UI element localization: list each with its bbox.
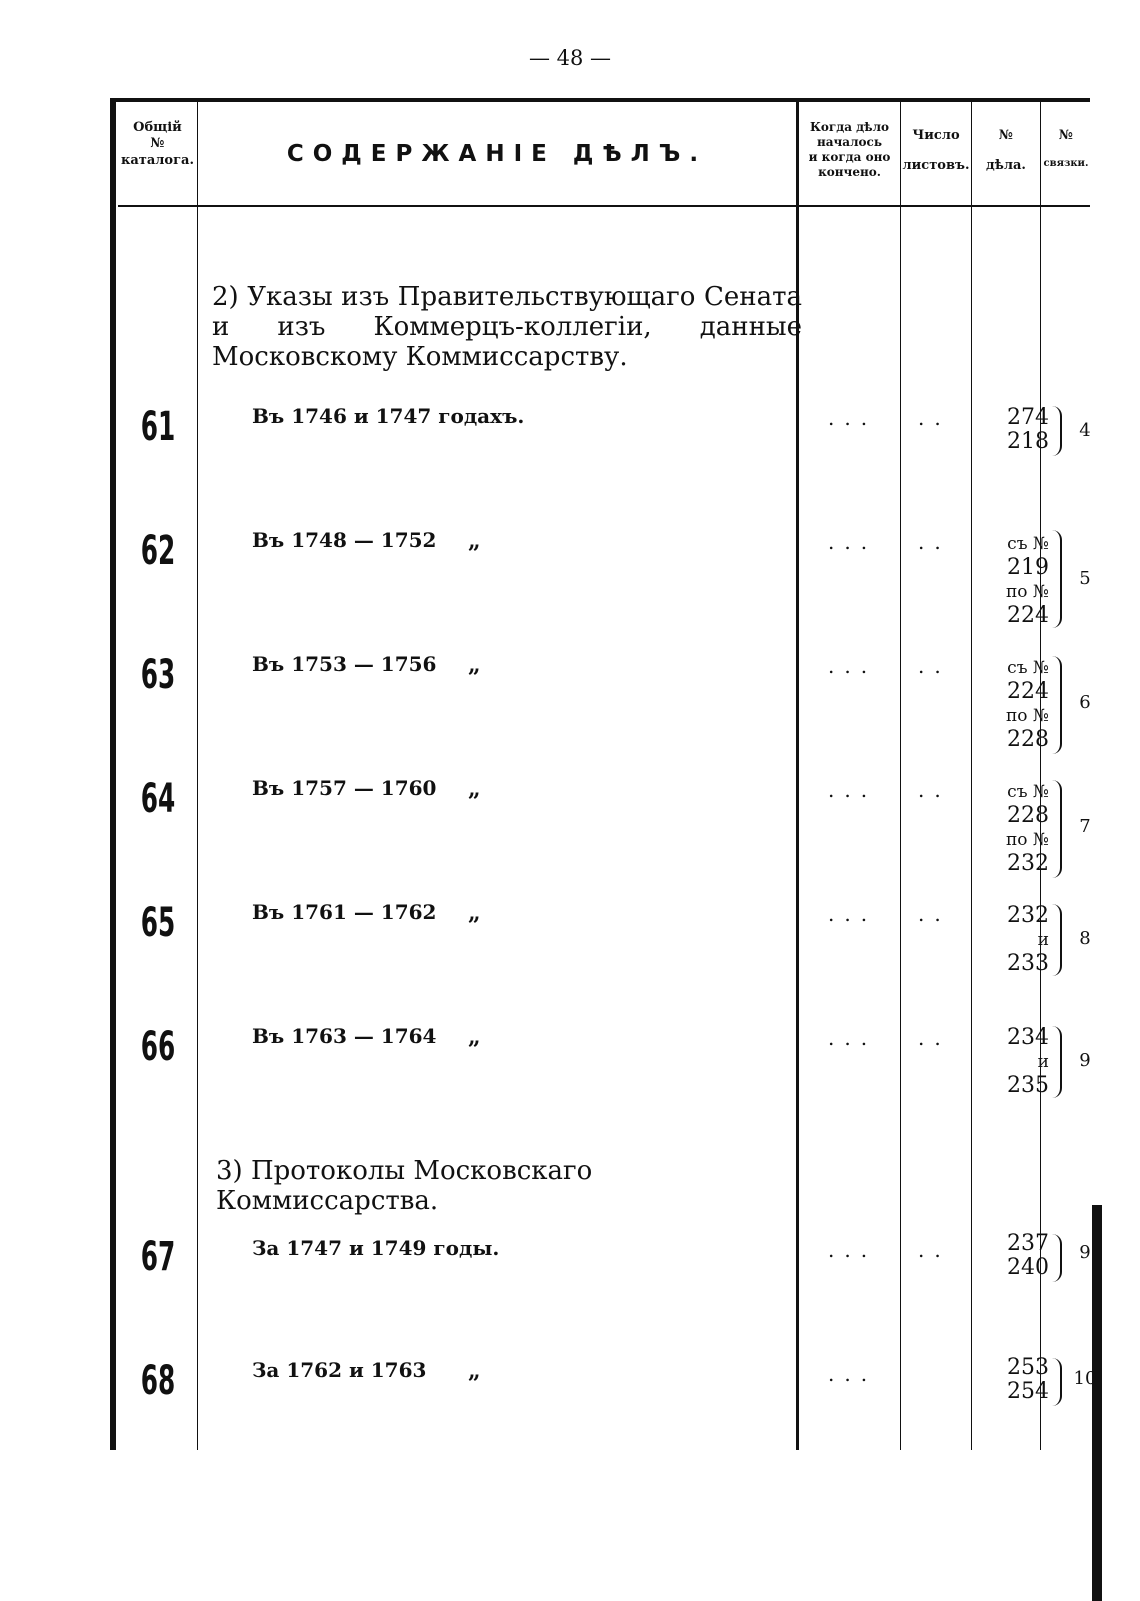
case-numbers: съ № 219 по № 224 bbox=[1005, 534, 1049, 628]
bundle-number: 10 bbox=[1073, 1368, 1097, 1389]
dates-dots: ... bbox=[828, 902, 878, 926]
catalog-number: 62 bbox=[140, 528, 176, 574]
entry-period: За 1747 и 1749 годы. bbox=[252, 1236, 500, 1260]
col-rule-dates bbox=[900, 102, 901, 1450]
bundle-number: 9 bbox=[1079, 1050, 1091, 1071]
section-3-title: 3) Протоколы Московскаго Коммиссарства. bbox=[216, 1156, 593, 1216]
dates-dots: ... bbox=[828, 1362, 878, 1386]
ditto-mark: „ bbox=[468, 1358, 481, 1384]
sheets-dots: .. bbox=[918, 530, 951, 554]
entry-period: Въ 1753 — 1756 bbox=[252, 652, 437, 676]
case-brace bbox=[1052, 530, 1062, 628]
sheets-dots: .. bbox=[918, 1026, 951, 1050]
header-bundle-no: № связки. bbox=[1043, 128, 1089, 170]
catalog-number: 64 bbox=[140, 776, 176, 822]
entry-period: Въ 1761 — 1762 bbox=[252, 900, 437, 924]
bundle-number: 9 bbox=[1079, 1242, 1091, 1263]
bundle-number: 5 bbox=[1079, 568, 1091, 589]
header-sheets: Число листовъ. bbox=[902, 128, 970, 174]
case-brace bbox=[1052, 780, 1062, 878]
dates-dots: ... bbox=[828, 654, 878, 678]
ditto-mark: „ bbox=[468, 900, 481, 926]
bundle-number: 4 bbox=[1079, 420, 1091, 441]
case-brace bbox=[1052, 1234, 1062, 1282]
catalog-number: 61 bbox=[140, 404, 176, 450]
case-brace bbox=[1052, 406, 1062, 456]
entry-period: За 1762 и 1763 bbox=[252, 1358, 427, 1382]
col-rule-sheets bbox=[971, 102, 972, 1450]
ditto-mark: „ bbox=[468, 776, 481, 802]
header-case-no: № дѣла. bbox=[986, 128, 1026, 174]
case-numbers: съ № 228 по № 232 bbox=[1005, 782, 1049, 876]
bundle-number: 8 bbox=[1079, 928, 1091, 949]
header-dates: Когда дѣло началось и когда оно кончено. bbox=[808, 120, 891, 179]
entry-period: Въ 1757 — 1760 bbox=[252, 776, 437, 800]
case-brace bbox=[1052, 904, 1062, 976]
sheets-dots: .. bbox=[918, 1238, 951, 1262]
case-numbers: 253 254 bbox=[1007, 1355, 1049, 1404]
entry-period: Въ 1746 и 1747 годахъ. bbox=[252, 404, 525, 428]
section-2-title: 2) Указы изъ Правительствующаго Сената и изъ Коммерцъ-коллегіи, данные Московскому Коммиссарству. bbox=[212, 282, 802, 372]
ditto-mark: „ bbox=[468, 652, 481, 678]
page-number: — 48 — bbox=[528, 46, 612, 70]
sheets-dots: .. bbox=[918, 406, 951, 430]
catalog-number: 66 bbox=[140, 1024, 176, 1070]
dates-dots: ... bbox=[828, 1026, 878, 1050]
table-left-rule bbox=[110, 98, 116, 1450]
catalog-number: 68 bbox=[140, 1358, 176, 1404]
bundle-number: 7 bbox=[1079, 816, 1091, 837]
entry-period: Въ 1763 — 1764 bbox=[252, 1024, 437, 1048]
dates-dots: ... bbox=[828, 778, 878, 802]
dates-dots: ... bbox=[828, 530, 878, 554]
ditto-mark: „ bbox=[468, 528, 481, 554]
case-numbers: 237 240 bbox=[1007, 1231, 1049, 1280]
case-brace bbox=[1052, 1358, 1062, 1406]
case-numbers: 232 и 233 bbox=[1007, 903, 1049, 976]
catalog-number: 67 bbox=[140, 1234, 176, 1280]
catalog-number: 63 bbox=[140, 652, 176, 698]
case-brace bbox=[1052, 656, 1062, 754]
header-bottom-rule bbox=[118, 205, 1090, 207]
dates-dots: ... bbox=[828, 1238, 878, 1262]
sheets-dots: .. bbox=[918, 778, 951, 802]
bundle-number: 6 bbox=[1079, 692, 1091, 713]
col-rule-catalog bbox=[197, 102, 198, 1450]
page-right-edge bbox=[1092, 1205, 1102, 1601]
ditto-mark: „ bbox=[468, 1024, 481, 1050]
case-brace bbox=[1052, 1026, 1062, 1098]
table-top-rule bbox=[112, 98, 1090, 102]
dates-dots: ... bbox=[828, 406, 878, 430]
case-numbers: съ № 224 по № 228 bbox=[1005, 658, 1049, 752]
header-title: СОДЕРЖАНІЕ ДѢЛЪ. bbox=[286, 141, 708, 167]
sheets-dots: .. bbox=[918, 902, 951, 926]
entry-period: Въ 1748 — 1752 bbox=[252, 528, 437, 552]
case-numbers: 274 218 bbox=[1007, 405, 1049, 454]
sheets-dots: .. bbox=[918, 654, 951, 678]
case-numbers: 234 и 235 bbox=[1007, 1025, 1049, 1098]
catalog-number: 65 bbox=[140, 900, 176, 946]
header-catalog-no: Общій № каталога. bbox=[120, 120, 195, 168]
